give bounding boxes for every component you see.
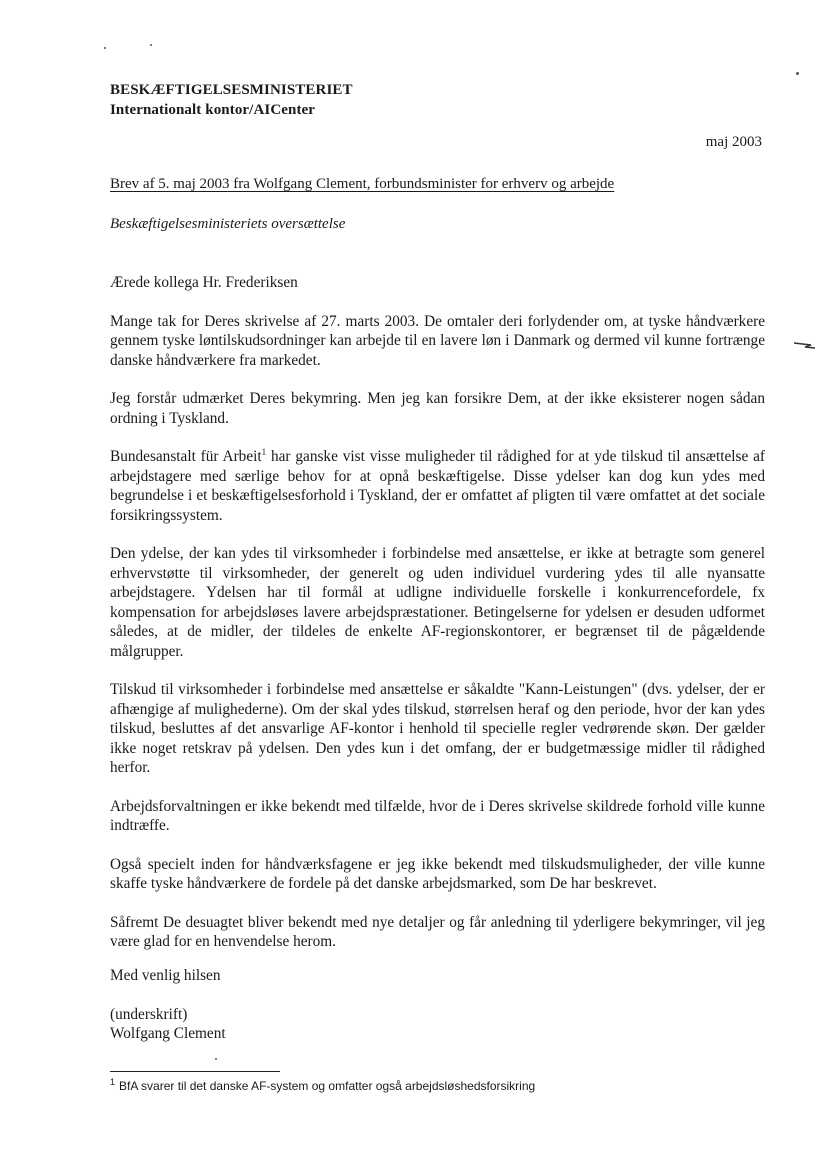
footnote-divider <box>110 1071 280 1072</box>
footnote-text: BfA svarer til det danske AF-system og omfatter også arbejdsløshedsforsikring <box>119 1079 536 1093</box>
paragraph-3 <box>110 447 765 525</box>
translation-note: Beskæftigelsesministeriets oversættelse <box>110 216 346 232</box>
footnote <box>110 1079 535 1093</box>
paragraph-1: Mange tak for Deres skrivelse af 27. marts 2003. De omtaler deri forlydender om, at tyske håndværkere gennem tyske løntilskudsordninger kan arbejde til en lavere løn i Danmark og dermed vil kunne fortrænge danske håndværkere fra markedet. <box>110 312 765 369</box>
paragraph-8: Såfremt De desuagtet bliver bekendt med nye detaljer og får anledning til yderligere bekymringer, vil jeg være glad for en henvendelse herom. <box>110 913 765 950</box>
letter-date: maj 2003 <box>705 134 762 150</box>
letterhead <box>110 80 353 120</box>
paragraph-2: Jeg forstår udmærket Deres bekymring. Men jeg kan forsikre Dem, at der ikke eksisterer nogen sådan ordning i Tyskland. <box>110 390 765 427</box>
scan-speck <box>215 1058 217 1060</box>
scan-mark <box>793 340 819 350</box>
closing-block <box>110 966 226 1044</box>
closing-greeting: Med venlig hilsen <box>110 967 221 984</box>
office-name: Internationalt kontor/AICenter <box>110 102 316 118</box>
signature-note: (underskrift) <box>110 1005 188 1023</box>
salutation: Ærede kollega Hr. Frederiksen <box>110 274 298 291</box>
footnote-reference: 1 <box>261 446 267 457</box>
paragraph-5: Tilskud til virksomheder i forbindelse med ansættelse er såkaldte "Kann-Leistungen" (dvs. ydelser, der er afhængige af mulighederne). Om der skal ydes tilskud, størrelsen heraf og den periode, hvor der kan ydes tilskud, besluttes af det ansvarlige AF-kontor i henhold til specielle regler vedrørende skøn. Der gælder ikke noget retskrav på ydelsen. Den ydes kun i det omfang, der er budgetmæssige midler til rådighed herfor. <box>110 681 765 776</box>
letter-body <box>110 273 765 971</box>
footnote-marker: 1 <box>110 1077 116 1087</box>
letter-subject: Brev af 5. maj 2003 fra Wolfgang Clement, forbundsminister for erhverv og arbejde <box>110 176 615 192</box>
ministry-name: BESKÆFTIGELSESMINISTERIET <box>110 82 353 98</box>
paragraph-3-start: Bundesanstalt für Arbeit <box>110 448 262 465</box>
scan-speck <box>796 72 799 75</box>
scan-speck <box>104 47 106 49</box>
paragraph-3-rest: har ganske vist visse muligheder til rådighed for at yde tilskud til ansættelse af arbejdstagere med særlige behov for at opnå beskæftigelse. Disse ydelser kan dog kun ydes med begrundelse i et beskæftigelsesforhold i Tyskland, der er omfattet af pligten til være omfattet at det sociale forsikringssystem. <box>110 448 765 524</box>
scan-speck <box>150 44 152 46</box>
paragraph-7: Også specielt inden for håndværksfagene er jeg ikke bekendt med tilskudsmuligheder, der ville kunne skaffe tyske håndværkere de fordele på det danske arbejdsmarked, som De har beskrevet. <box>110 855 765 892</box>
paragraph-6: Arbejdsforvaltningen er ikke bekendt med tilfælde, hvor de i Deres skrivelse skildrede forhold ville kunne indtræffe. <box>110 797 765 834</box>
signatory-name: Wolfgang Clement <box>110 1025 226 1042</box>
paragraph-4: Den ydelse, der kan ydes til virksomheder i forbindelse med ansættelse, er ikke at betragte som generel erhvervstøtte til virksomheder, der generelt og uden individuel vurdering ydes til alle nyansatte arbejdstagere. Ydelsen har til formål at udligne individuelle forskelle i konkurrencefordele, fx kompensation for arbejdsløses lavere arbejdspræstationer. Betingelserne for ydelsen er desuden udformet således, at de midler, der tildeles de enkelte AF-regionskontorer, er begrænset til de pågældende målgrupper. <box>110 545 765 660</box>
